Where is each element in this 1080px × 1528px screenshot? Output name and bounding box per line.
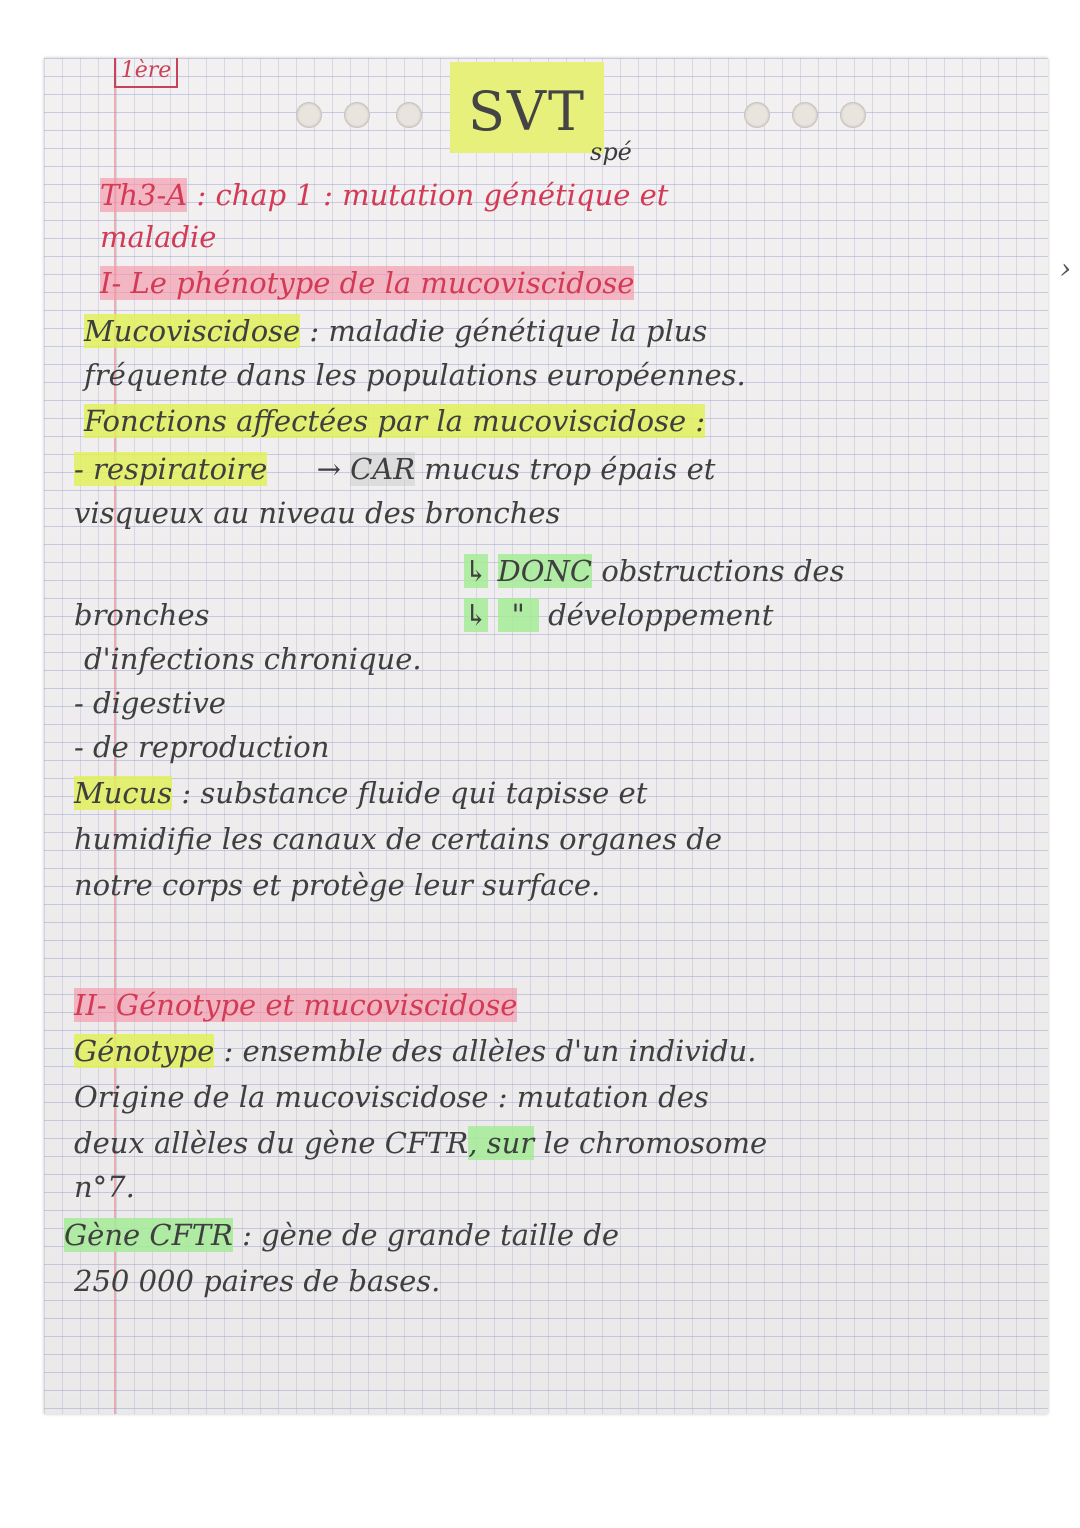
curved-arrow-icon: ↳ <box>464 598 489 632</box>
chapter-name: mutation génétique et <box>342 178 669 212</box>
theme-label: Th3-A <box>100 178 188 212</box>
chapter-title-line2: maladie <box>100 220 217 254</box>
function-reproduction: - de reproduction <box>74 730 330 764</box>
class-level-tag: 1ère <box>114 58 178 88</box>
genotype-definition: Génotype : ensemble des allèles d'un individu. <box>74 1034 757 1068</box>
binder-hole <box>744 102 770 128</box>
definition-term: Génotype <box>74 1034 215 1068</box>
mucus-definition-line3: notre corps et protège leur surface. <box>74 868 601 902</box>
origin-line1: Origine de la mucoviscidose : mutation des <box>74 1080 709 1114</box>
bronches-word: bronches <box>74 598 210 632</box>
cftr-definition-line1: Gène CFTR : gène de grande taille de <box>64 1218 620 1252</box>
subject-suffix: spé <box>590 138 632 166</box>
origin-line2: deux allèles du gène CFTR, sur le chromosome <box>74 1126 768 1160</box>
consequence-infections: ↳ " développement <box>464 598 774 632</box>
mucus-definition-line2: humidifie les canaux de certains organes de <box>74 822 723 856</box>
binder-hole <box>840 102 866 128</box>
definition-term: Gène CFTR <box>64 1218 233 1252</box>
mucus-definition-line1: Mucus : substance fluide qui tapisse et <box>74 776 648 810</box>
binder-hole <box>296 102 322 128</box>
respiratory-line2: visqueux au niveau des bronches <box>74 496 561 530</box>
mucoviscidose-definition-line2: fréquente dans les populations européennes. <box>84 358 746 392</box>
consequence-obstruction: ↳ DONC obstructions des <box>464 554 845 588</box>
edge-pen-mark: › <box>1060 252 1072 285</box>
section2-heading: II- Génotype et mucoviscidose <box>74 988 518 1022</box>
arrow-icon: → <box>316 452 341 486</box>
infections-line: d'infections chronique. <box>84 642 422 676</box>
chapter-label: chap 1 <box>215 178 314 212</box>
functions-heading: Fonctions affectées par la mucoviscidose : <box>84 404 706 438</box>
binder-hole <box>396 102 422 128</box>
cftr-definition-line2: 250 000 paires de bases. <box>74 1264 441 1298</box>
subject-title: SVT <box>450 62 604 153</box>
origin-line3: n°7. <box>74 1170 135 1204</box>
mucoviscidose-definition-line1: Mucoviscidose : maladie génétique la plus <box>84 314 708 348</box>
curved-arrow-icon: ↳ <box>464 554 489 588</box>
binder-hole <box>792 102 818 128</box>
section1-heading: I- Le phénotype de la mucoviscidose <box>100 266 635 300</box>
binder-hole <box>344 102 370 128</box>
definition-term: Mucus <box>74 776 173 810</box>
definition-term: Mucoviscidose <box>84 314 301 348</box>
notebook-page <box>44 58 1048 1414</box>
function-digestive: - digestive <box>74 686 226 720</box>
respiratory-line1: - respiratoire → CAR mucus trop épais et <box>74 452 716 486</box>
chapter-title-line1: Th3-A : chap 1 : mutation génétique et <box>100 178 669 212</box>
